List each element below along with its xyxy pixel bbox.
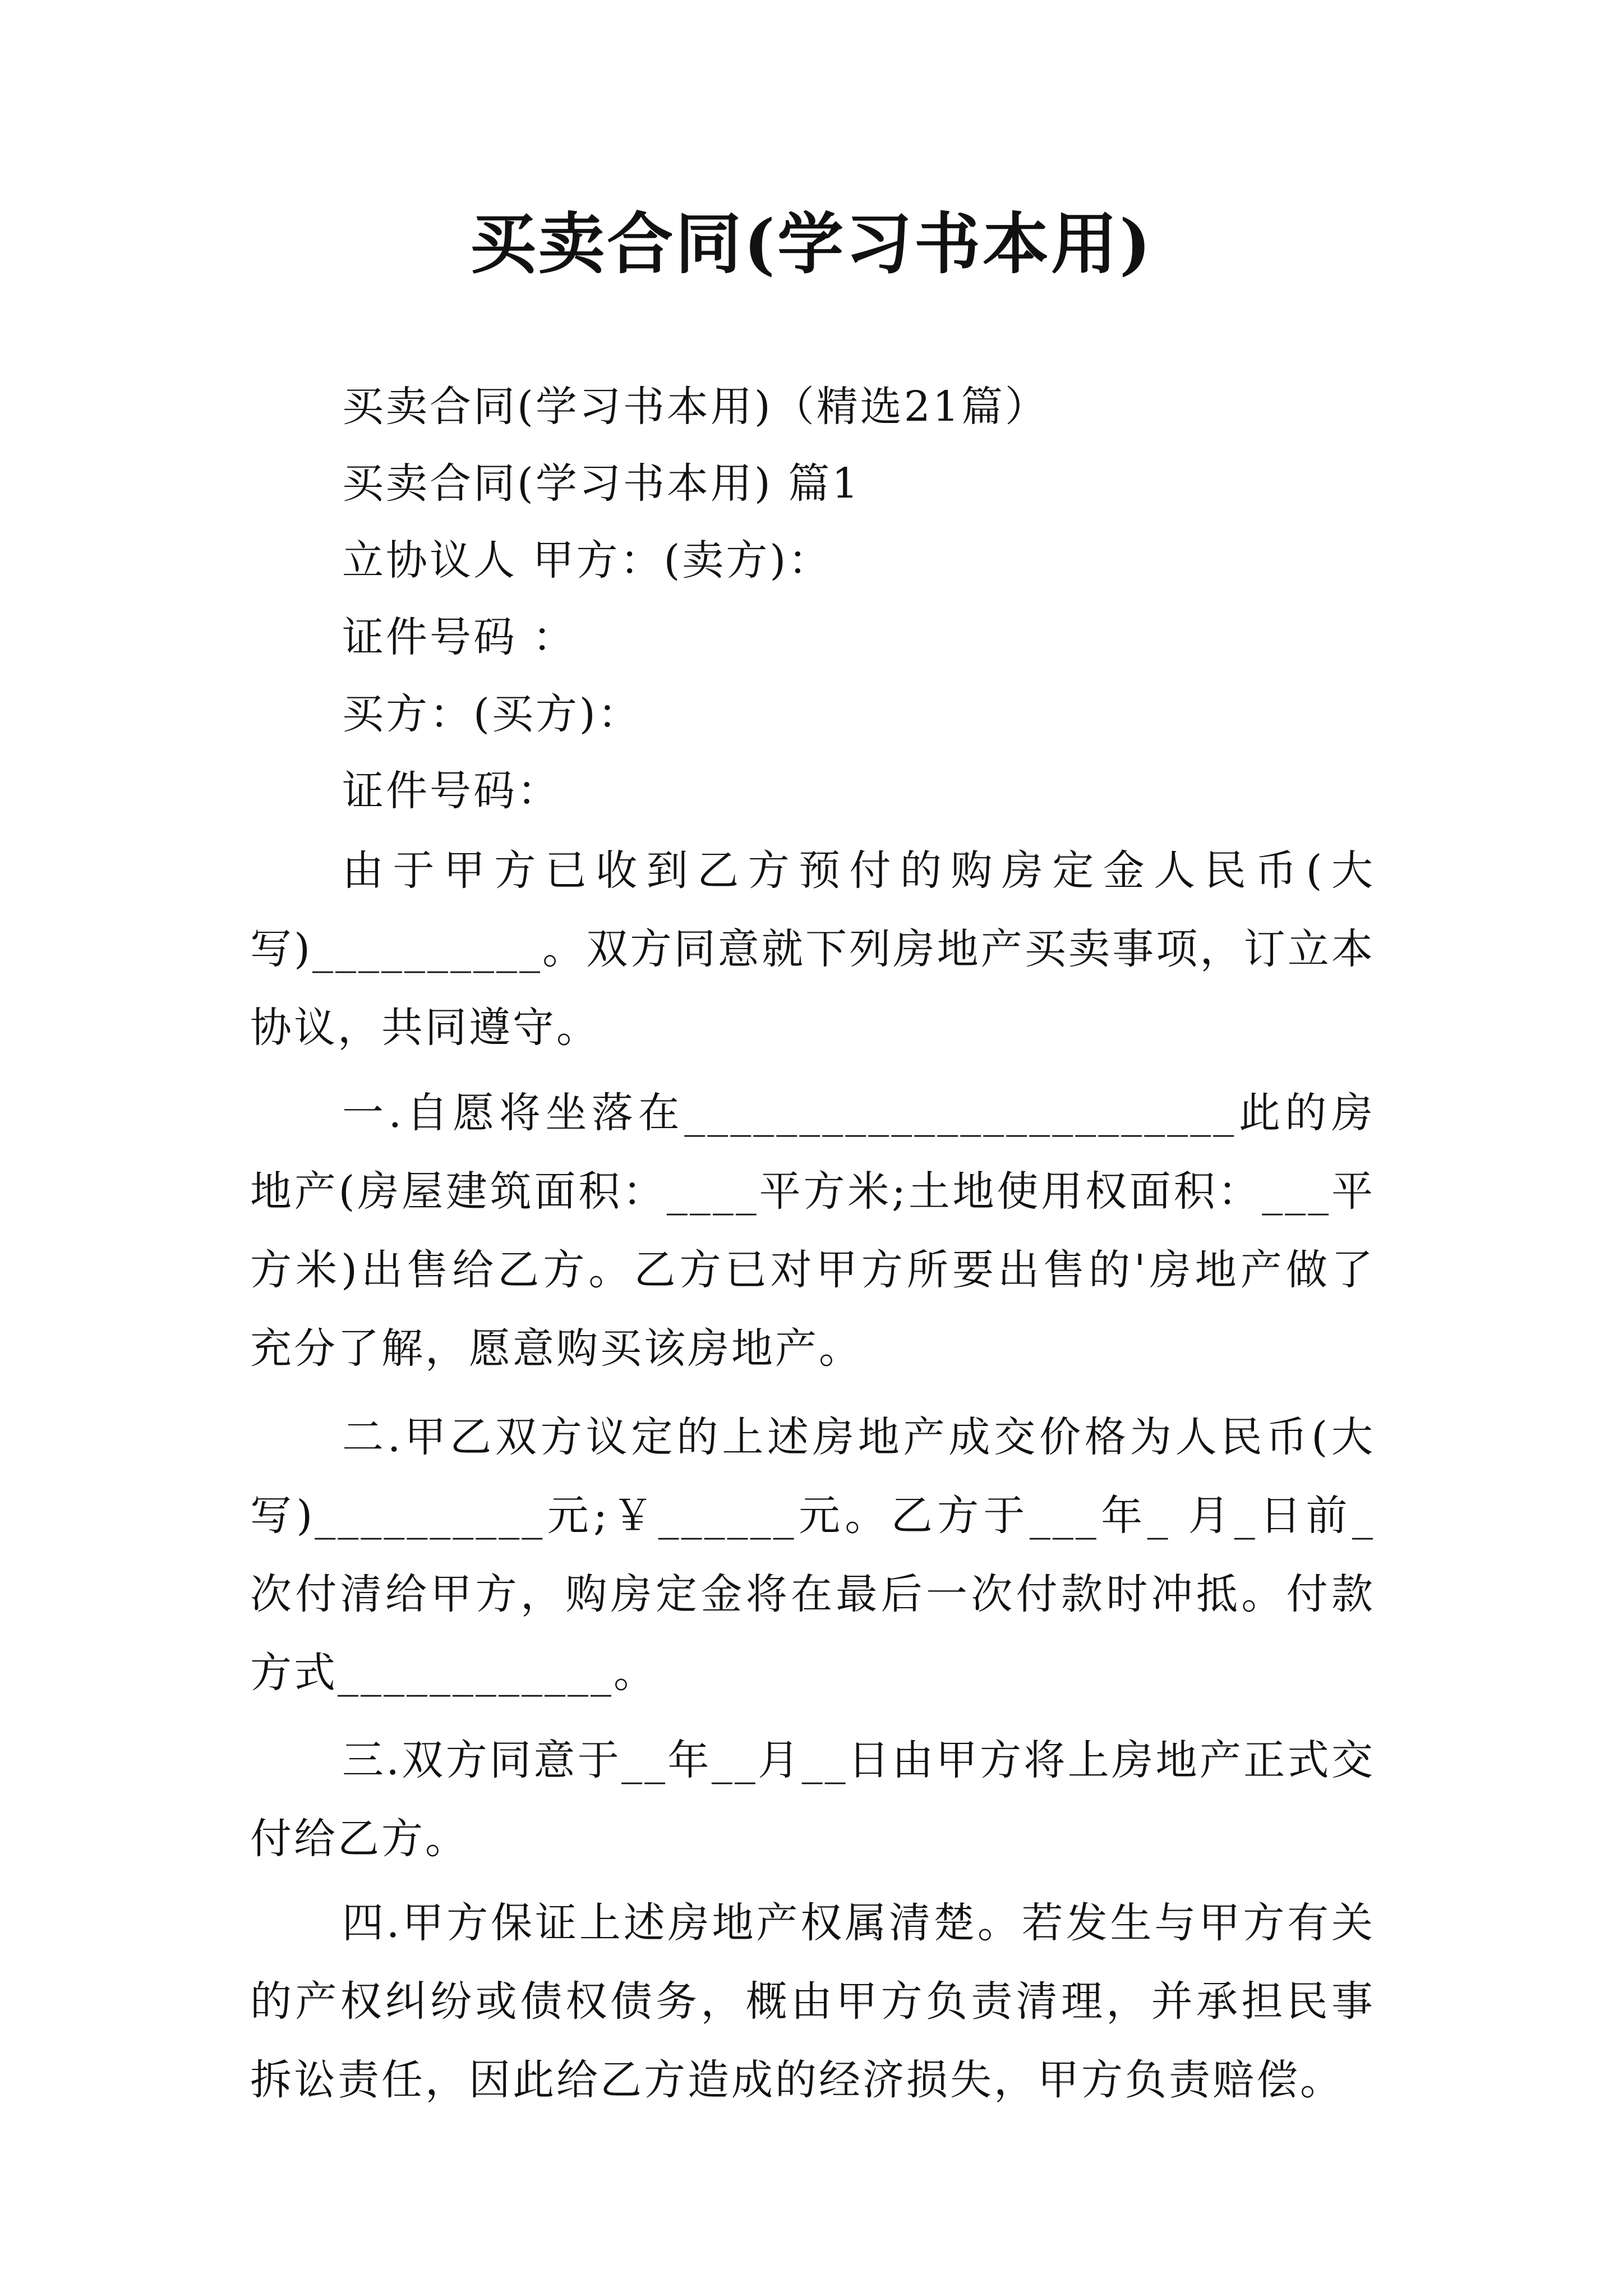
subtitle-line: 买卖合同(学习书本用)（精选21篇）	[342, 383, 1049, 431]
clause-3-paragraph: 三.双方同意于__年__月__日由甲方将上房地产正式交付给乙方。	[250, 1736, 1375, 1863]
clause-4-paragraph: 四.甲方保证上述房地产权属清楚。若发生与甲方有关的产权纠纷或债权债务，概由甲方负责清理，并承担民事拆讼责任，因此给乙方造成的经济损失，甲方负责赔偿。	[250, 1899, 1375, 2104]
clause-1-paragraph: 一.自愿将坐落在________________________此的房地产(房屋建筑面积：____平方米;土地使用权面积：___平方米)出售给乙方。乙方已对甲方所要出售的'房地产做了充分了解，愿意购买该房地产。	[250, 1089, 1375, 1373]
party-a-line: 立协议人 甲方：(卖方)：	[342, 536, 832, 585]
document-title: 买卖合同(学习书本用)	[470, 205, 1153, 283]
section-heading: 买卖合同(学习书本用) 篇1	[342, 459, 861, 508]
party-b-line: 买方：(买方)：	[342, 690, 642, 738]
clause-2-paragraph: 二.甲乙双方议定的上述房地产成交价格为人民币(大写)__________元;￥______元。乙方于___年_ 月_日前_ 次付清给甲方，购房定金将在最后一次付款时冲抵。付款方式____________。	[250, 1413, 1375, 1697]
intro-paragraph: 由于甲方已收到乙方预付的购房定金人民币(大写)__________。双方同意就下列房地产买卖事项，订立本协议，共同遵守。	[250, 846, 1375, 1052]
party-b-id-line: 证件号码：	[342, 767, 561, 815]
party-a-id-line: 证件号码 ：	[342, 613, 577, 661]
